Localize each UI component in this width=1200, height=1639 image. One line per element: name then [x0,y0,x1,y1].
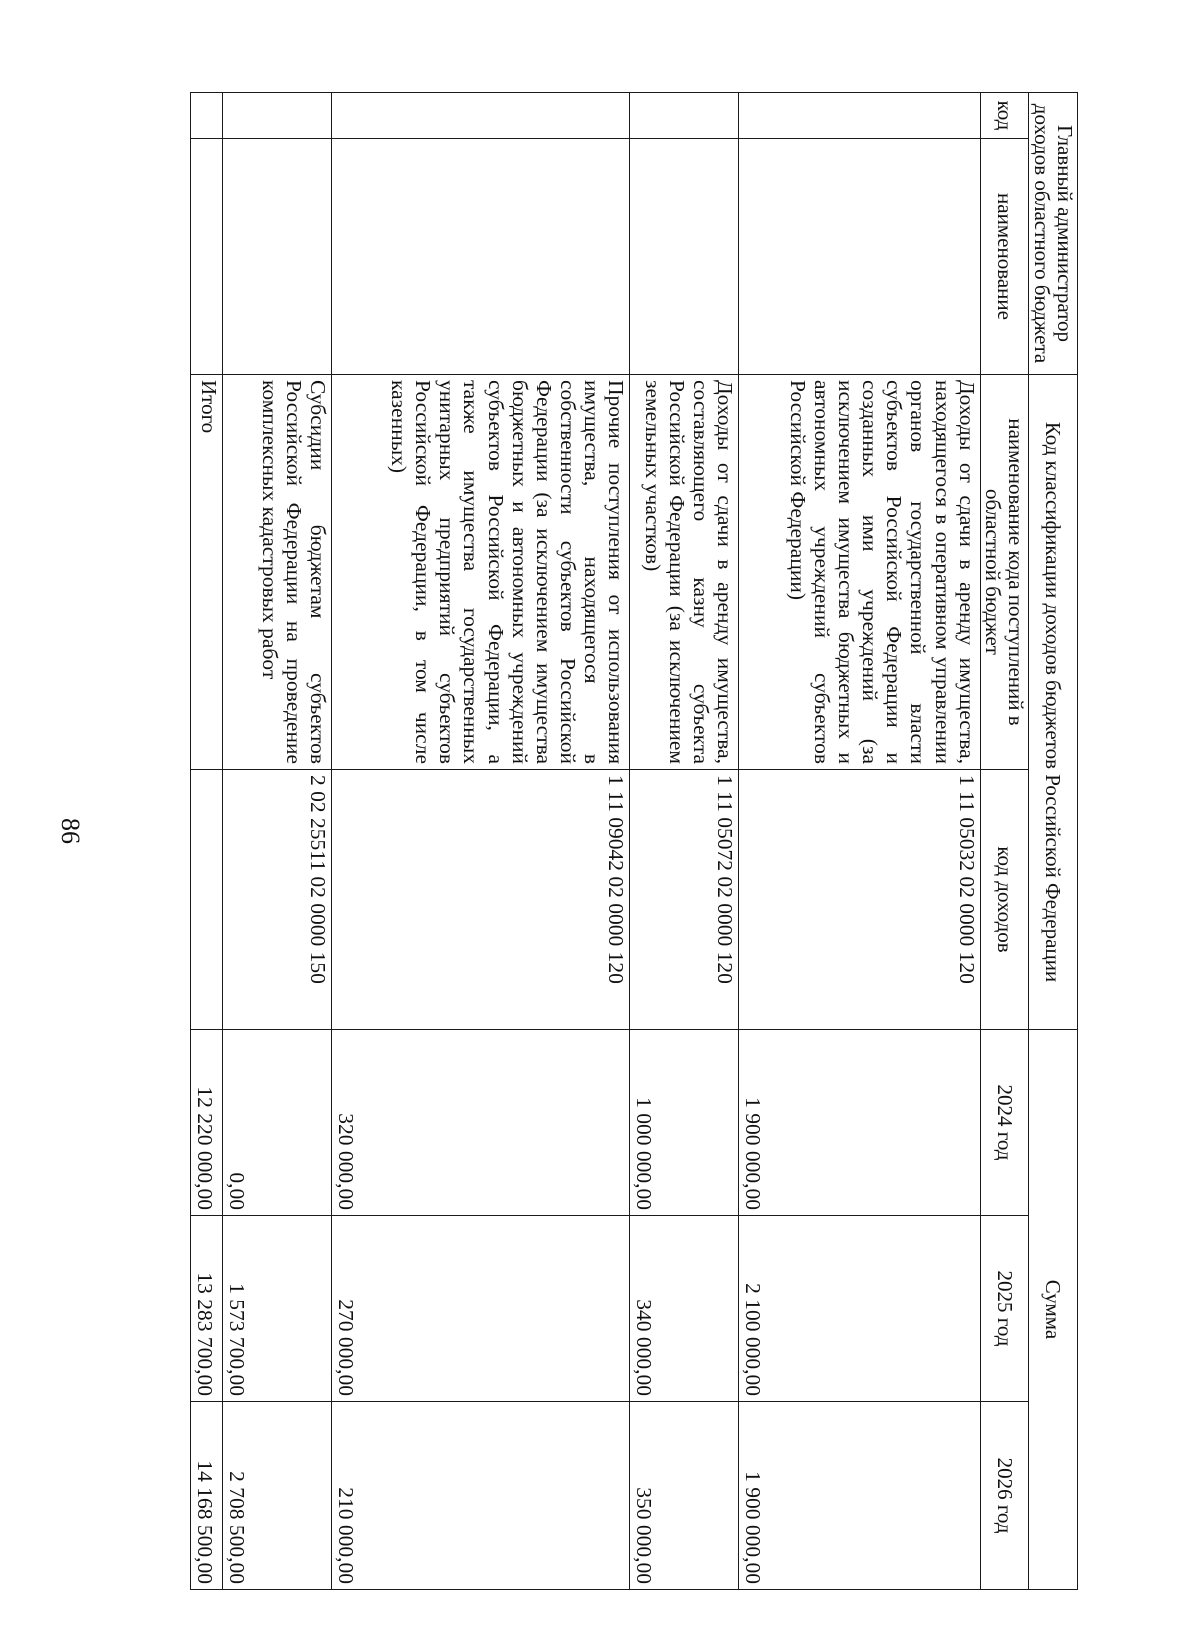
revenue-description-cell: Доходы от сдачи в аренду имущества, находящегося в оперативном управлении органов государственной власти субъектов Российской Федерации и созданных ими учреждений (за исключением имущества бюджетных и автономных учреждений субъектов Российской Федерации) [739,375,981,770]
total-2026-cell: 14 168 500,00 [191,1402,223,1590]
amount-2025-cell: 270 000,00 [331,1216,629,1402]
admin-name-cell [629,139,738,375]
total-2025-cell: 13 283 700,00 [191,1216,223,1402]
total-2024-cell: 12 220 000,00 [191,1030,223,1216]
amount-2026-cell: 350 000,00 [629,1402,738,1590]
admin-code-cell [629,93,738,139]
col-revenue-code-header: код доходов [980,770,1028,1030]
sum-group-header: Сумма [1029,1030,1078,1590]
total-label: Итого [191,375,223,770]
amount-2026-cell: 210 000,00 [331,1402,629,1590]
amount-2026-cell: 2 708 500,00 [222,1402,331,1590]
total-code-cell [191,93,223,139]
rotated-table-container [190,92,1078,1589]
table-row [222,93,331,1590]
col-2025-header: 2025 год [980,1216,1028,1402]
amount-2024-cell: 320 000,00 [331,1030,629,1216]
col-2026-header: 2026 год [980,1402,1028,1590]
revenue-code-cell: 1 11 05032 02 0000 120 [739,770,981,1030]
col-name-header: наименование [980,139,1028,375]
admin-name-cell [739,139,981,375]
admin-name-cell [222,139,331,375]
col-revenue-name-header: наименование кода поступлений в областной бюджет [980,375,1028,770]
amount-2025-cell: 340 000,00 [629,1216,738,1402]
header-row-columns [980,93,1028,1590]
page-number: 86 [56,818,85,844]
revenue-description-cell: Прочие поступления от использования имущества, находящегося в собственности субъектов Российской Федерации (за исключением имущества бюджетных и автономных учреждений субъектов Российской Федерации, а также имущества государственных унитарных предприятий субъектов Российской Федерации, в том числе казенных) [331,375,629,770]
revenue-code-cell: 2 02 25511 02 0000 150 [222,770,331,1030]
col-code-header: код [980,93,1028,139]
classification-group-header: Код классификации доходов бюджетов Российской Федерации [1029,375,1078,1030]
amount-2024-cell: 0,00 [222,1030,331,1216]
amount-2025-cell: 1 573 700,00 [222,1216,331,1402]
revenue-description-cell: Субсидии бюджетам субъектов Российской Федерации на проведение комплексных кадастровых работ [222,375,331,770]
admin-code-cell [739,93,981,139]
col-2024-header: 2024 год [980,1030,1028,1216]
table-row [331,93,629,1590]
table-row [629,93,738,1590]
amount-2024-cell: 1 000 000,00 [629,1030,738,1216]
revenue-code-cell: 1 11 09042 02 0000 120 [331,770,629,1030]
header-row-group [1029,93,1078,1590]
admin-name-cell [331,139,629,375]
admin-group-header: Главный администратор доходов областного бюджета [1029,93,1078,375]
amount-2025-cell: 2 100 000,00 [739,1216,981,1402]
total-name-cell [191,139,223,375]
revenue-table [190,92,1078,1590]
amount-2024-cell: 1 900 000,00 [739,1030,981,1216]
revenue-description-cell: Доходы от сдачи в аренду имущества, составляющего казну субъекта Российской Федерации (за исключением земельных участков) [629,375,738,770]
amount-2026-cell: 1 900 000,00 [739,1402,981,1590]
admin-code-cell [331,93,629,139]
total-revenue-code-cell [191,770,223,1030]
revenue-code-cell: 1 11 05072 02 0000 120 [629,770,738,1030]
total-row [191,93,223,1590]
admin-code-cell [222,93,331,139]
table-row [739,93,981,1590]
